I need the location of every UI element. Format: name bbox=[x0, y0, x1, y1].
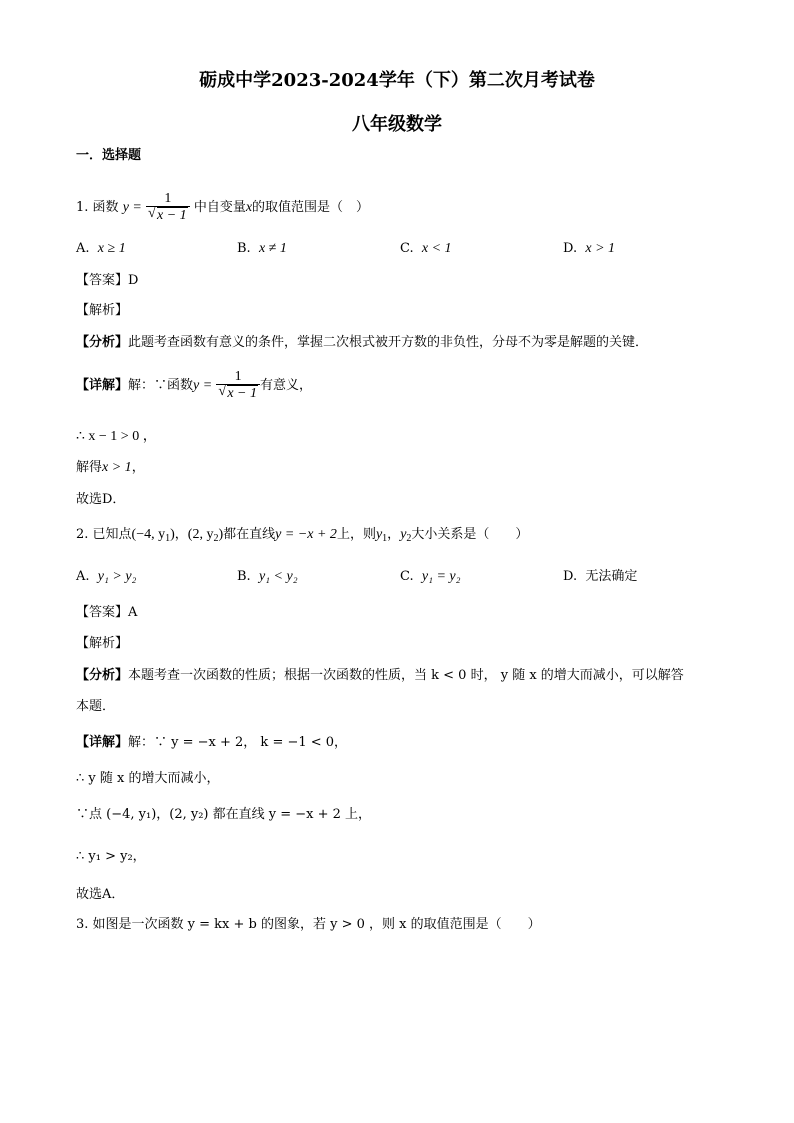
q1-detail-fraction: 1 √ x − 1 bbox=[216, 370, 260, 402]
q1-fenxi: 【分析】此题考查函数有意义的条件，掌握二次根式被开方数的非负性，分母不为零是解题的关键． bbox=[76, 335, 649, 350]
q2-option-c: C. y₁ = y₂ bbox=[400, 569, 461, 584]
q1-number: 1. 函数 bbox=[76, 200, 119, 215]
q2-step1: ∴ y 随 x 的增大而减小， bbox=[76, 771, 220, 786]
q1-fraction-num: 1 bbox=[164, 190, 172, 206]
q2-step3: ∴ y₁ > y₂， bbox=[76, 849, 146, 864]
q1-stem-tail: 中自变量 bbox=[193, 200, 246, 215]
exam-title: 砺成中学2023-2024学年（下）第二次月考试卷 bbox=[199, 70, 595, 91]
q1-stem-end: 的取值范围是（ ） bbox=[252, 200, 370, 215]
q1-conclusion: 故选D． bbox=[76, 492, 126, 507]
q2-step2: ∵点 (−4, y₁)，(2, y₂) 都在直线 y = −x + 2 上， bbox=[76, 807, 372, 822]
sqrt-symbol: √ x − 1 bbox=[218, 385, 258, 402]
q1-option-b: B. x ≠ 1 bbox=[237, 241, 287, 256]
section-heading: 一．选择题 bbox=[76, 148, 142, 163]
q1-expr-lhs: y = bbox=[122, 200, 142, 215]
q1-detail: 【详解】解：∵函数y = 1 √ x − 1 有意义， bbox=[76, 368, 312, 404]
q1-var: x bbox=[245, 200, 253, 215]
q1-fraction-den bbox=[146, 206, 190, 224]
q1-answer: 【答案】D bbox=[76, 273, 139, 288]
exam-subtitle: 八年级数学 bbox=[352, 114, 442, 135]
q1-fraction bbox=[146, 192, 190, 224]
q1-analysis-label: 【解析】 bbox=[76, 303, 129, 318]
q1-step1: ∴ x − 1 > 0 ， bbox=[76, 429, 157, 444]
q1-option-d: D. x > 1 bbox=[563, 241, 616, 256]
q1-step2: 解得x > 1， bbox=[76, 460, 145, 475]
q1-option-a: A. x ≥ 1 bbox=[76, 241, 126, 256]
q1-stem bbox=[76, 190, 369, 226]
q2-conclusion: 故选A． bbox=[76, 887, 125, 902]
q2-analysis-label: 【解析】 bbox=[76, 636, 129, 651]
q2-answer: 【答案】A bbox=[76, 605, 138, 620]
q2-fenxi-line1: 【分析】本题考查一次函数的性质；根据一次函数的性质，当 k < 0 时， y 随 x 的增大而减小，可以解答 bbox=[76, 668, 684, 683]
sqrt-symbol bbox=[148, 207, 188, 224]
q3-stem: 3. 如图是一次函数 y = kx + b 的图象，若 y > 0 ，则 x 的取值范围是（ ） bbox=[76, 917, 541, 932]
q2-option-b: B. y₁ < y₂ bbox=[237, 569, 298, 584]
q2-option-d: D. 无法确定 bbox=[563, 569, 638, 584]
q1-option-c: C. x < 1 bbox=[400, 241, 452, 256]
q1-radicand: x − 1 bbox=[157, 207, 187, 223]
q2-fenxi-line2: 本题． bbox=[76, 699, 116, 714]
q2-detail: 【详解】解：∵ y = −x + 2， k = −1 < 0， bbox=[76, 735, 348, 750]
q2-option-a: A. y₁ > y₂ bbox=[76, 569, 137, 584]
q2-stem: 2. 已知点(−4, $y_1$)，(2, $y_2$)都在直线y = −x + 2上，则$y_1$，$y_2$大小关系是（ ） bbox=[76, 527, 529, 544]
